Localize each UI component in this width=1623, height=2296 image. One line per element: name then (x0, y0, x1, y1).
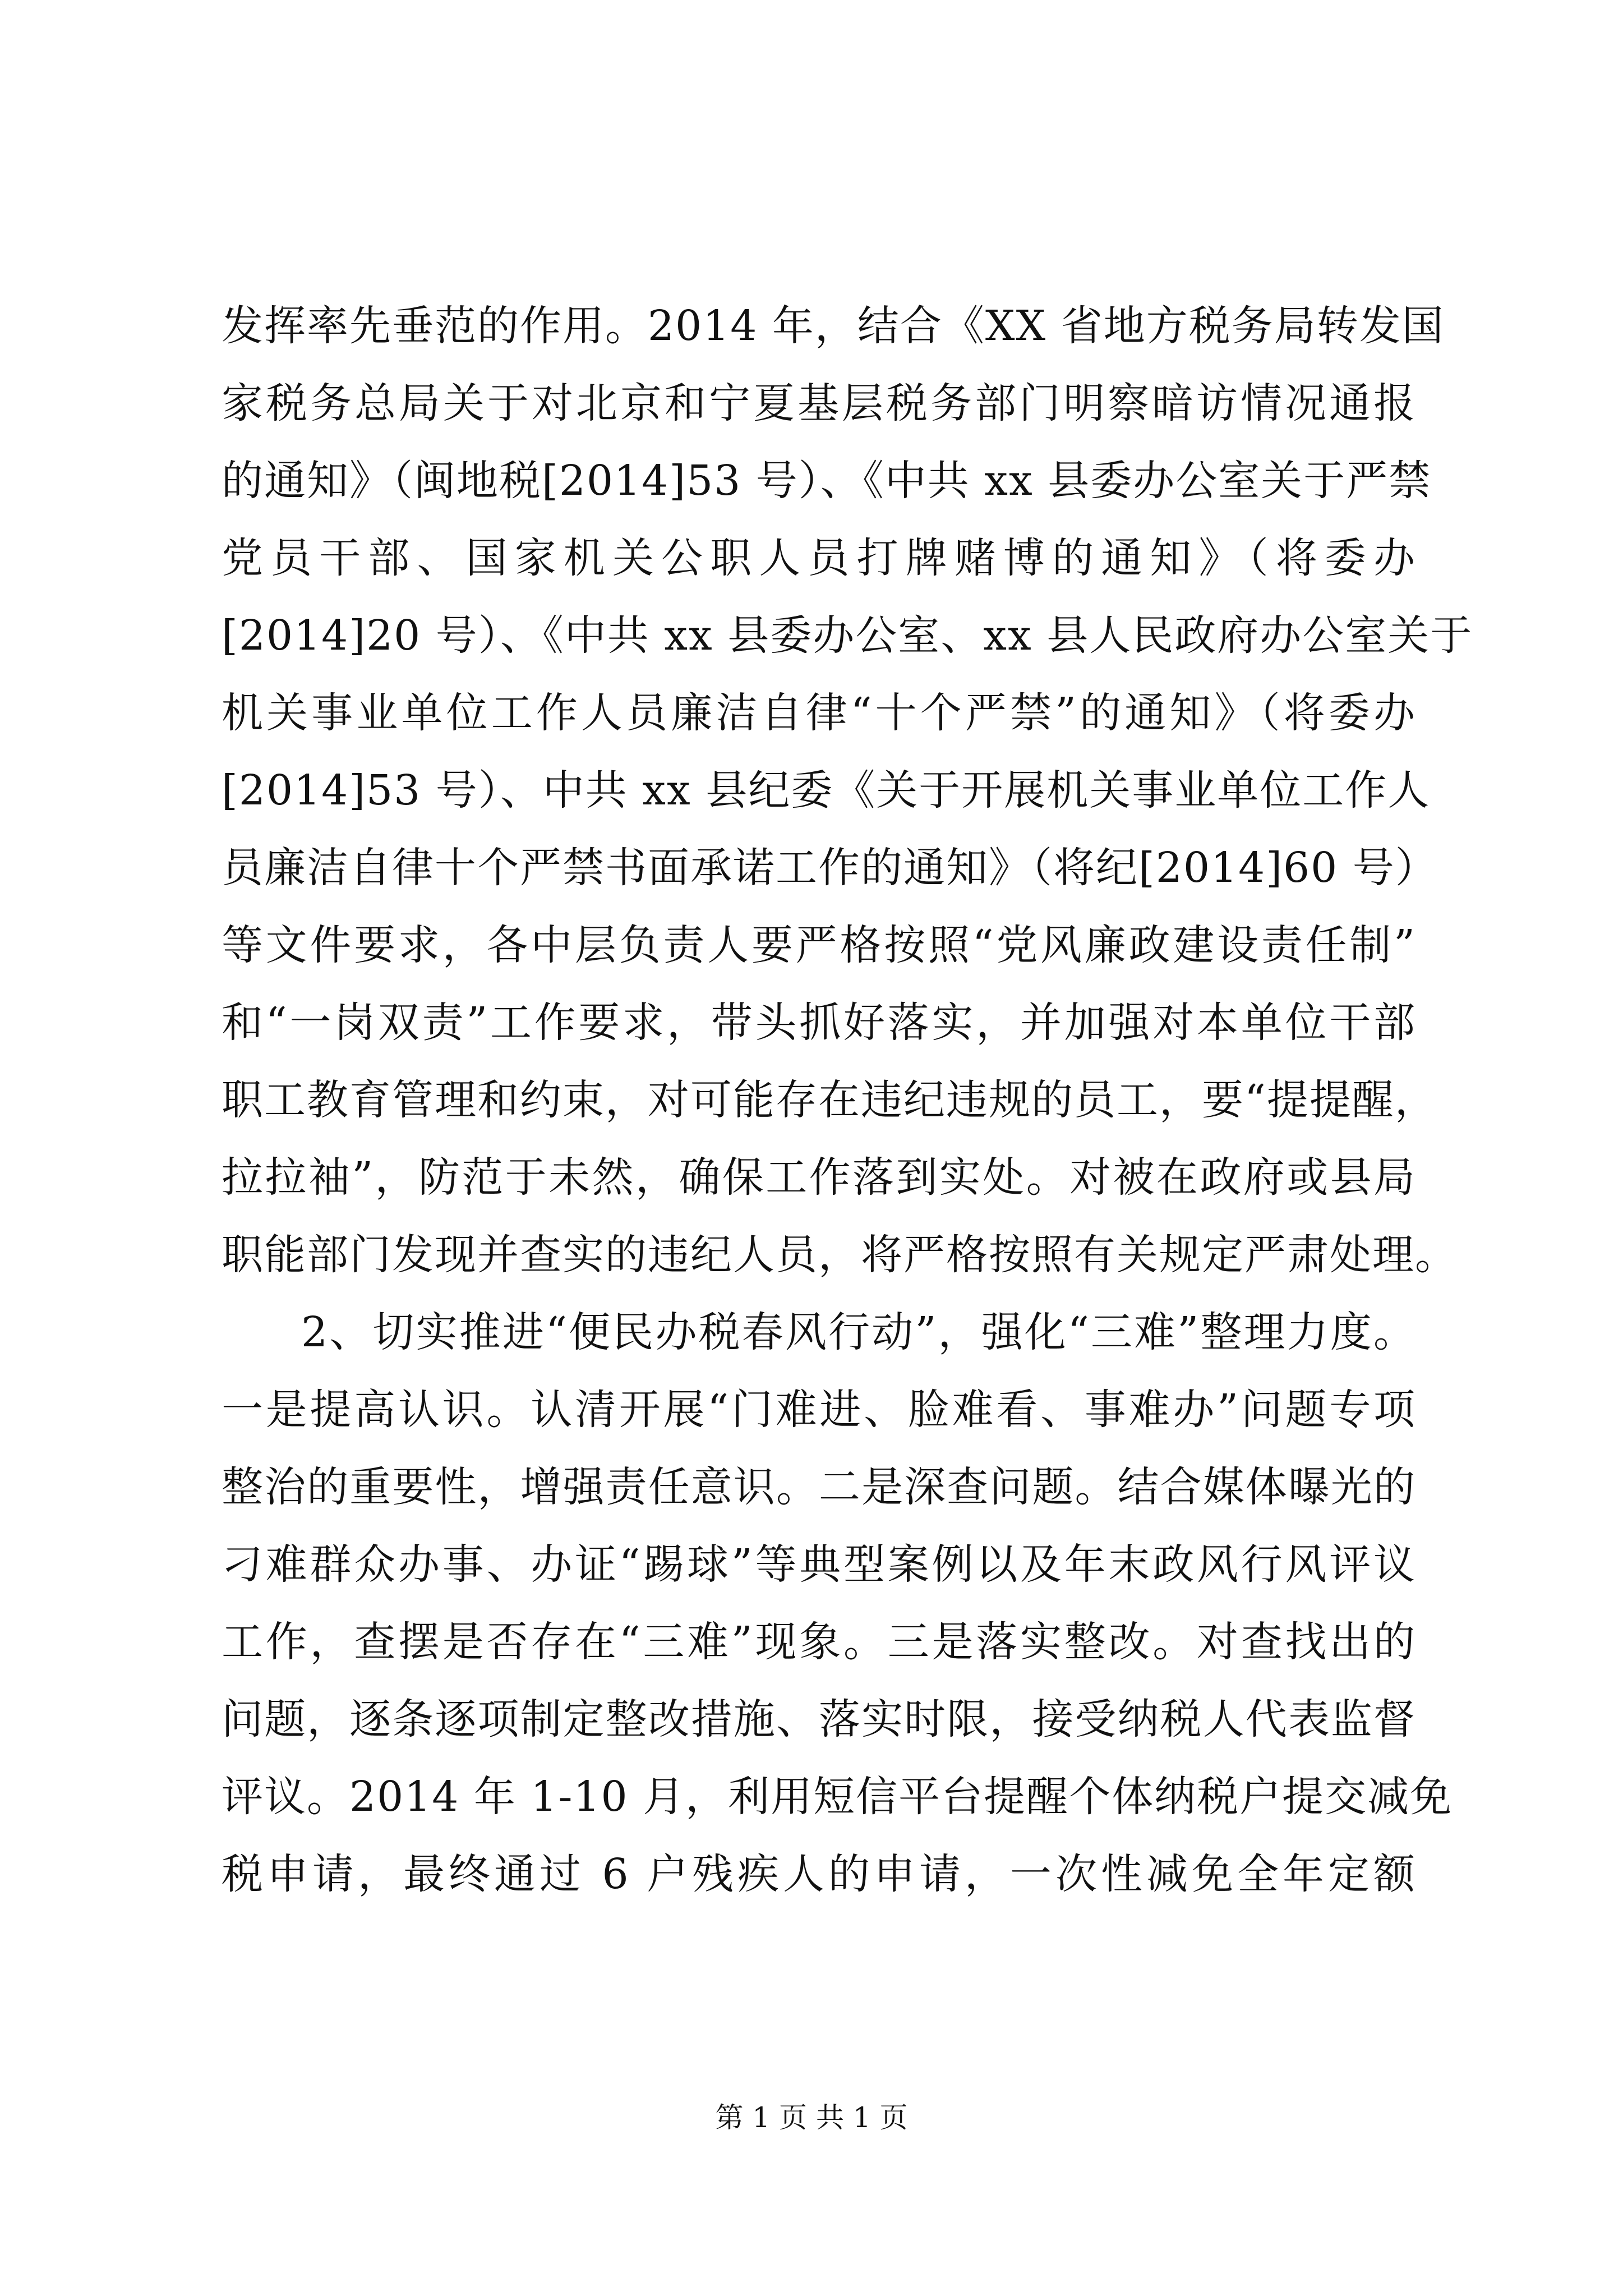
text-line: 职工教育管理和约束，对可能存在违纪违规的员工，要“提提醒， (222, 1076, 1437, 1124)
text-line: 家税务总局关于对北京和宁夏基层税务部门明察暗访情况通报 (222, 379, 1416, 427)
text-line: 拉拉袖”，防范于未然，确保工作落到实处。对被在政府或县局 (222, 1153, 1416, 1202)
paragraph-first-line: 2、切实推进“便民办税春风行动”，强化“三难”整理力度。 (301, 1308, 1416, 1356)
text-line: [2014]20 号）、《中共 xx 县委办公室、xx 县人民政府办公室关于 (222, 611, 1473, 660)
text-line: 整治的重要性，增强责任意识。二是深查问题。结合媒体曝光的 (222, 1463, 1416, 1511)
text-line: 税申请，最终通过 6 户残疾人的申请，一次性减免全年定额 (222, 1850, 1416, 1898)
text-line: 党员干部、国家机关公职人员打牌赌博的通知》（将委办 (222, 534, 1416, 582)
text-line: 员廉洁自律十个严禁书面承诺工作的通知》（将纪[2014]60 号） (222, 844, 1438, 892)
text-line: 职能部门发现并查实的违纪人员，将严格按照有关规定严肃处理。 (222, 1231, 1458, 1279)
text-line: 的通知》（闽地税[2014]53 号）、《中共 xx 县委办公室关于严禁 (222, 457, 1432, 505)
text-line: 评议。2014 年 1-10 月，利用短信平台提醒个体纳税户提交减免 (222, 1773, 1453, 1821)
text-line: 问题，逐条逐项制定整改措施、落实时限，接受纳税人代表监督 (222, 1695, 1416, 1743)
text-line: 发挥率先垂范的作用。2014 年，结合《XX 省地方税务局转发国 (222, 302, 1445, 350)
page-number-footer: 第 1 页 共 1 页 (715, 2101, 908, 2134)
text-line: [2014]53 号）、中共 xx 县纪委《关于开展机关事业单位工作人 (222, 766, 1431, 815)
text-line: 工作，查摆是否存在“三难”现象。三是落实整改。对查找出的 (222, 1618, 1416, 1666)
text-line: 等文件要求，各中层负责人要严格按照“党风廉政建设责任制” (222, 921, 1416, 969)
text-line: 刁难群众办事、办证“踢球”等典型案例以及年末政风行风评议 (222, 1540, 1416, 1589)
text-line: 和“一岗双责”工作要求，带头抓好落实，并加强对本单位干部 (222, 999, 1416, 1047)
text-line: 一是提高认识。认清开展“门难进、脸难看、事难办”问题专项 (222, 1386, 1416, 1434)
document-body (222, 287, 1473, 1913)
text-line: 机关事业单位工作人员廉洁自律“十个严禁”的通知》（将委办 (222, 689, 1416, 737)
